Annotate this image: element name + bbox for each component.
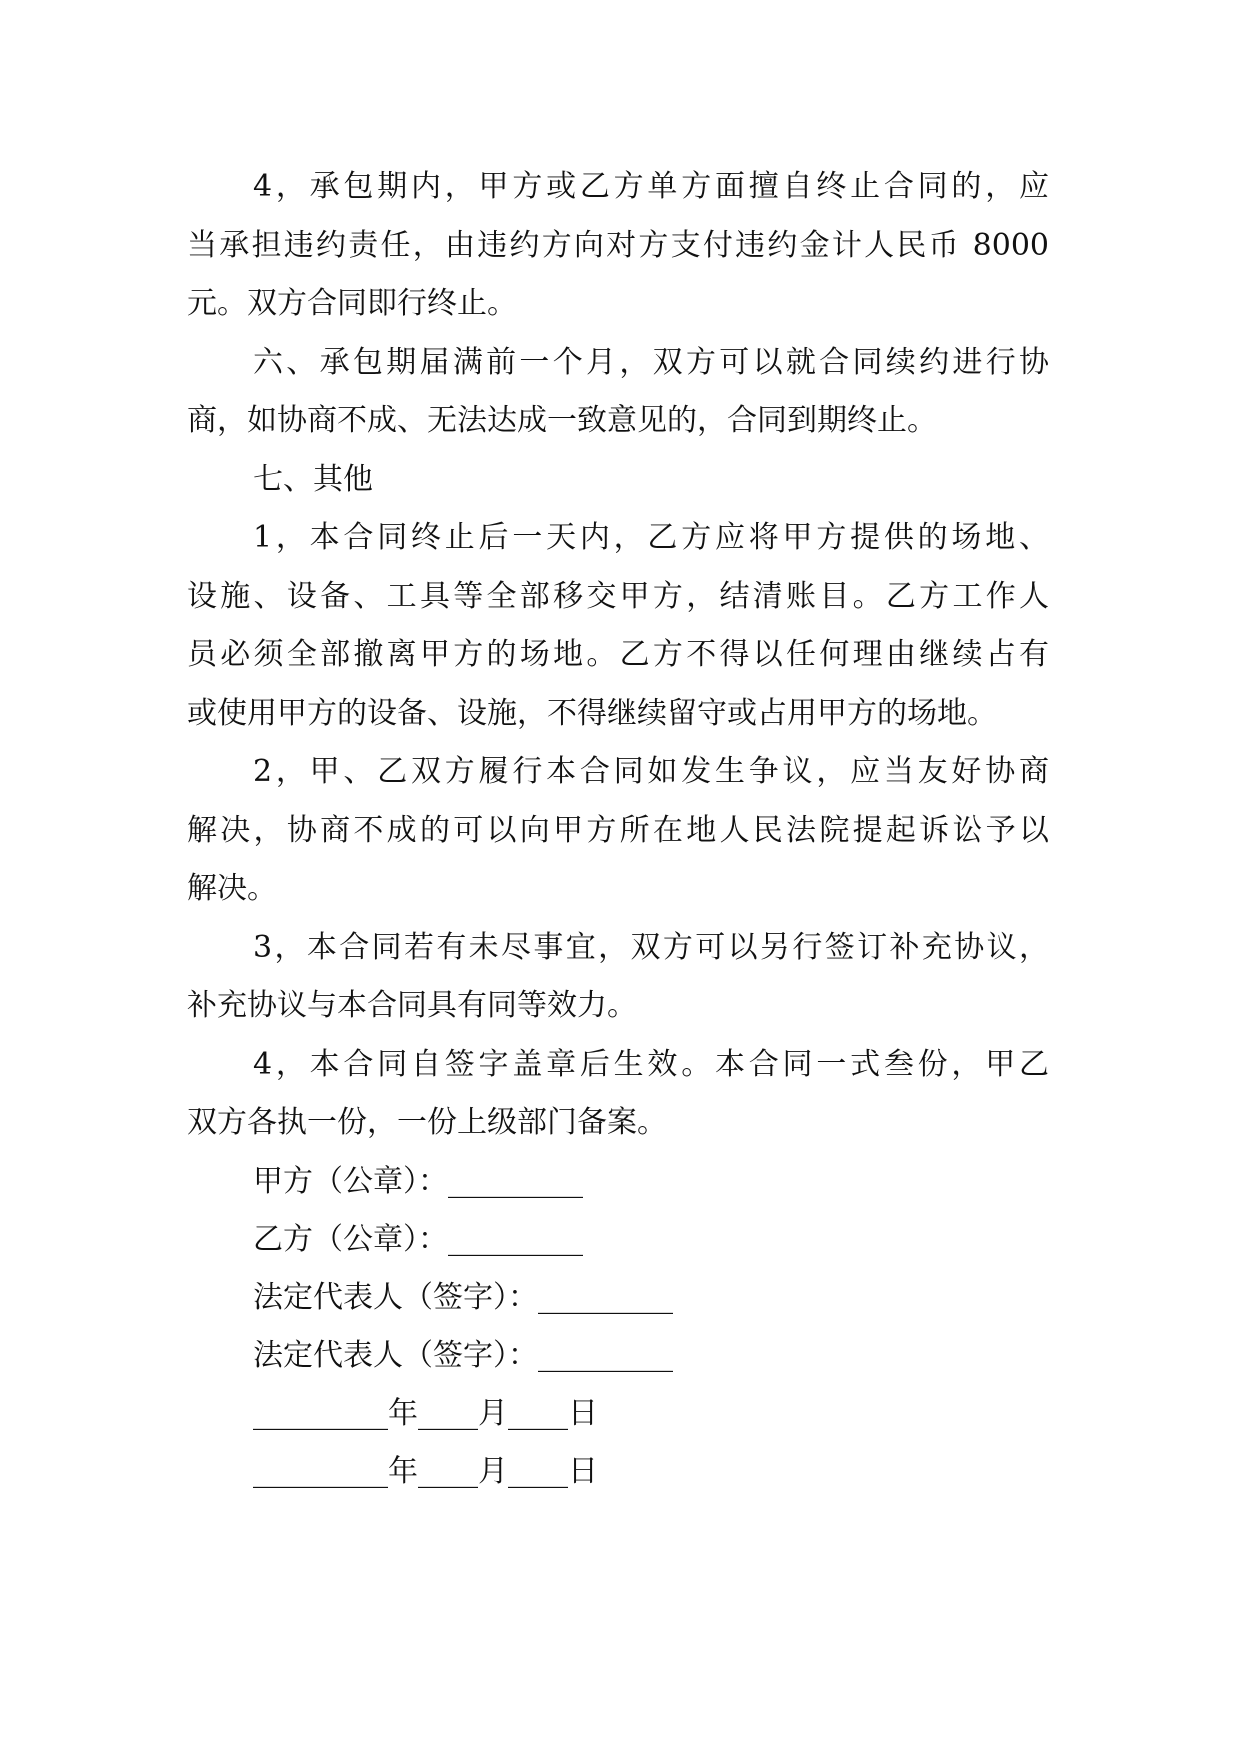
paragraph-contract-renewal — [187, 334, 1049, 451]
paragraph-line: 2，甲、乙双方履行本合同如发生争议，应当友好协商 — [253, 754, 1049, 789]
date-line: _________年____月____日 — [253, 1395, 598, 1431]
paragraph-line: 解决。 — [187, 871, 277, 906]
paragraph-termination-penalty — [187, 158, 1049, 334]
date-line: _________年____月____日 — [253, 1453, 598, 1489]
paragraph-line: 元。双方合同即行终止。 — [187, 286, 517, 321]
paragraph-line: 1，本合同终止后一天内，乙方应将甲方提供的场地、 — [253, 520, 1049, 555]
document-body — [187, 158, 1049, 1501]
paragraph-supplementary-agreement — [187, 919, 1049, 1036]
party-a-seal-line: 甲方（公章）：_________ — [253, 1163, 583, 1199]
paragraph-line: 当承担违约责任，由违约方向对方支付违约金计人民币 8000 — [187, 227, 1049, 263]
paragraph-line: 六、承包期届满前一个月，双方可以就合同续约进行协 — [253, 344, 1049, 380]
legal-rep-signature-line: 法定代表人（签字）：_________ — [253, 1279, 673, 1315]
legal-rep-signature-line: 法定代表人（签字）：_________ — [253, 1337, 673, 1373]
paragraph-effectiveness — [187, 1036, 1049, 1153]
signature-block — [187, 1153, 1049, 1501]
paragraph-line: 3，本合同若有未尽事宜，双方可以另行签订补充协议， — [253, 929, 1049, 965]
paragraph-line: 商，如协商不成、无法达成一致意见的，合同到期终止。 — [187, 403, 937, 438]
section-heading-other — [187, 451, 1049, 510]
section-heading: 七、其他 — [253, 461, 373, 497]
paragraph-handover — [187, 509, 1049, 743]
paragraph-dispute-resolution — [187, 743, 1049, 919]
paragraph-line: 或使用甲方的设备、设施，不得继续留守或占用甲方的场地。 — [187, 695, 997, 731]
party-b-seal-line: 乙方（公章）：_________ — [253, 1221, 583, 1257]
paragraph-line: 解决，协商不成的可以向甲方所在地人民法院提起诉讼予以 — [187, 812, 1049, 848]
paragraph-line: 4，承包期内，甲方或乙方单方面擅自终止合同的，应 — [253, 169, 1049, 204]
paragraph-line: 员必须全部撤离甲方的场地。乙方不得以任何理由继续占有 — [187, 637, 1049, 672]
paragraph-line: 双方各执一份，一份上级部门备案。 — [187, 1105, 667, 1140]
paragraph-line: 补充协议与本合同具有同等效力。 — [187, 988, 637, 1023]
paragraph-line: 设施、设备、工具等全部移交甲方，结清账目。乙方工作人 — [187, 578, 1049, 614]
paragraph-line: 4，本合同自签字盖章后生效。本合同一式叁份，甲乙 — [253, 1046, 1049, 1082]
